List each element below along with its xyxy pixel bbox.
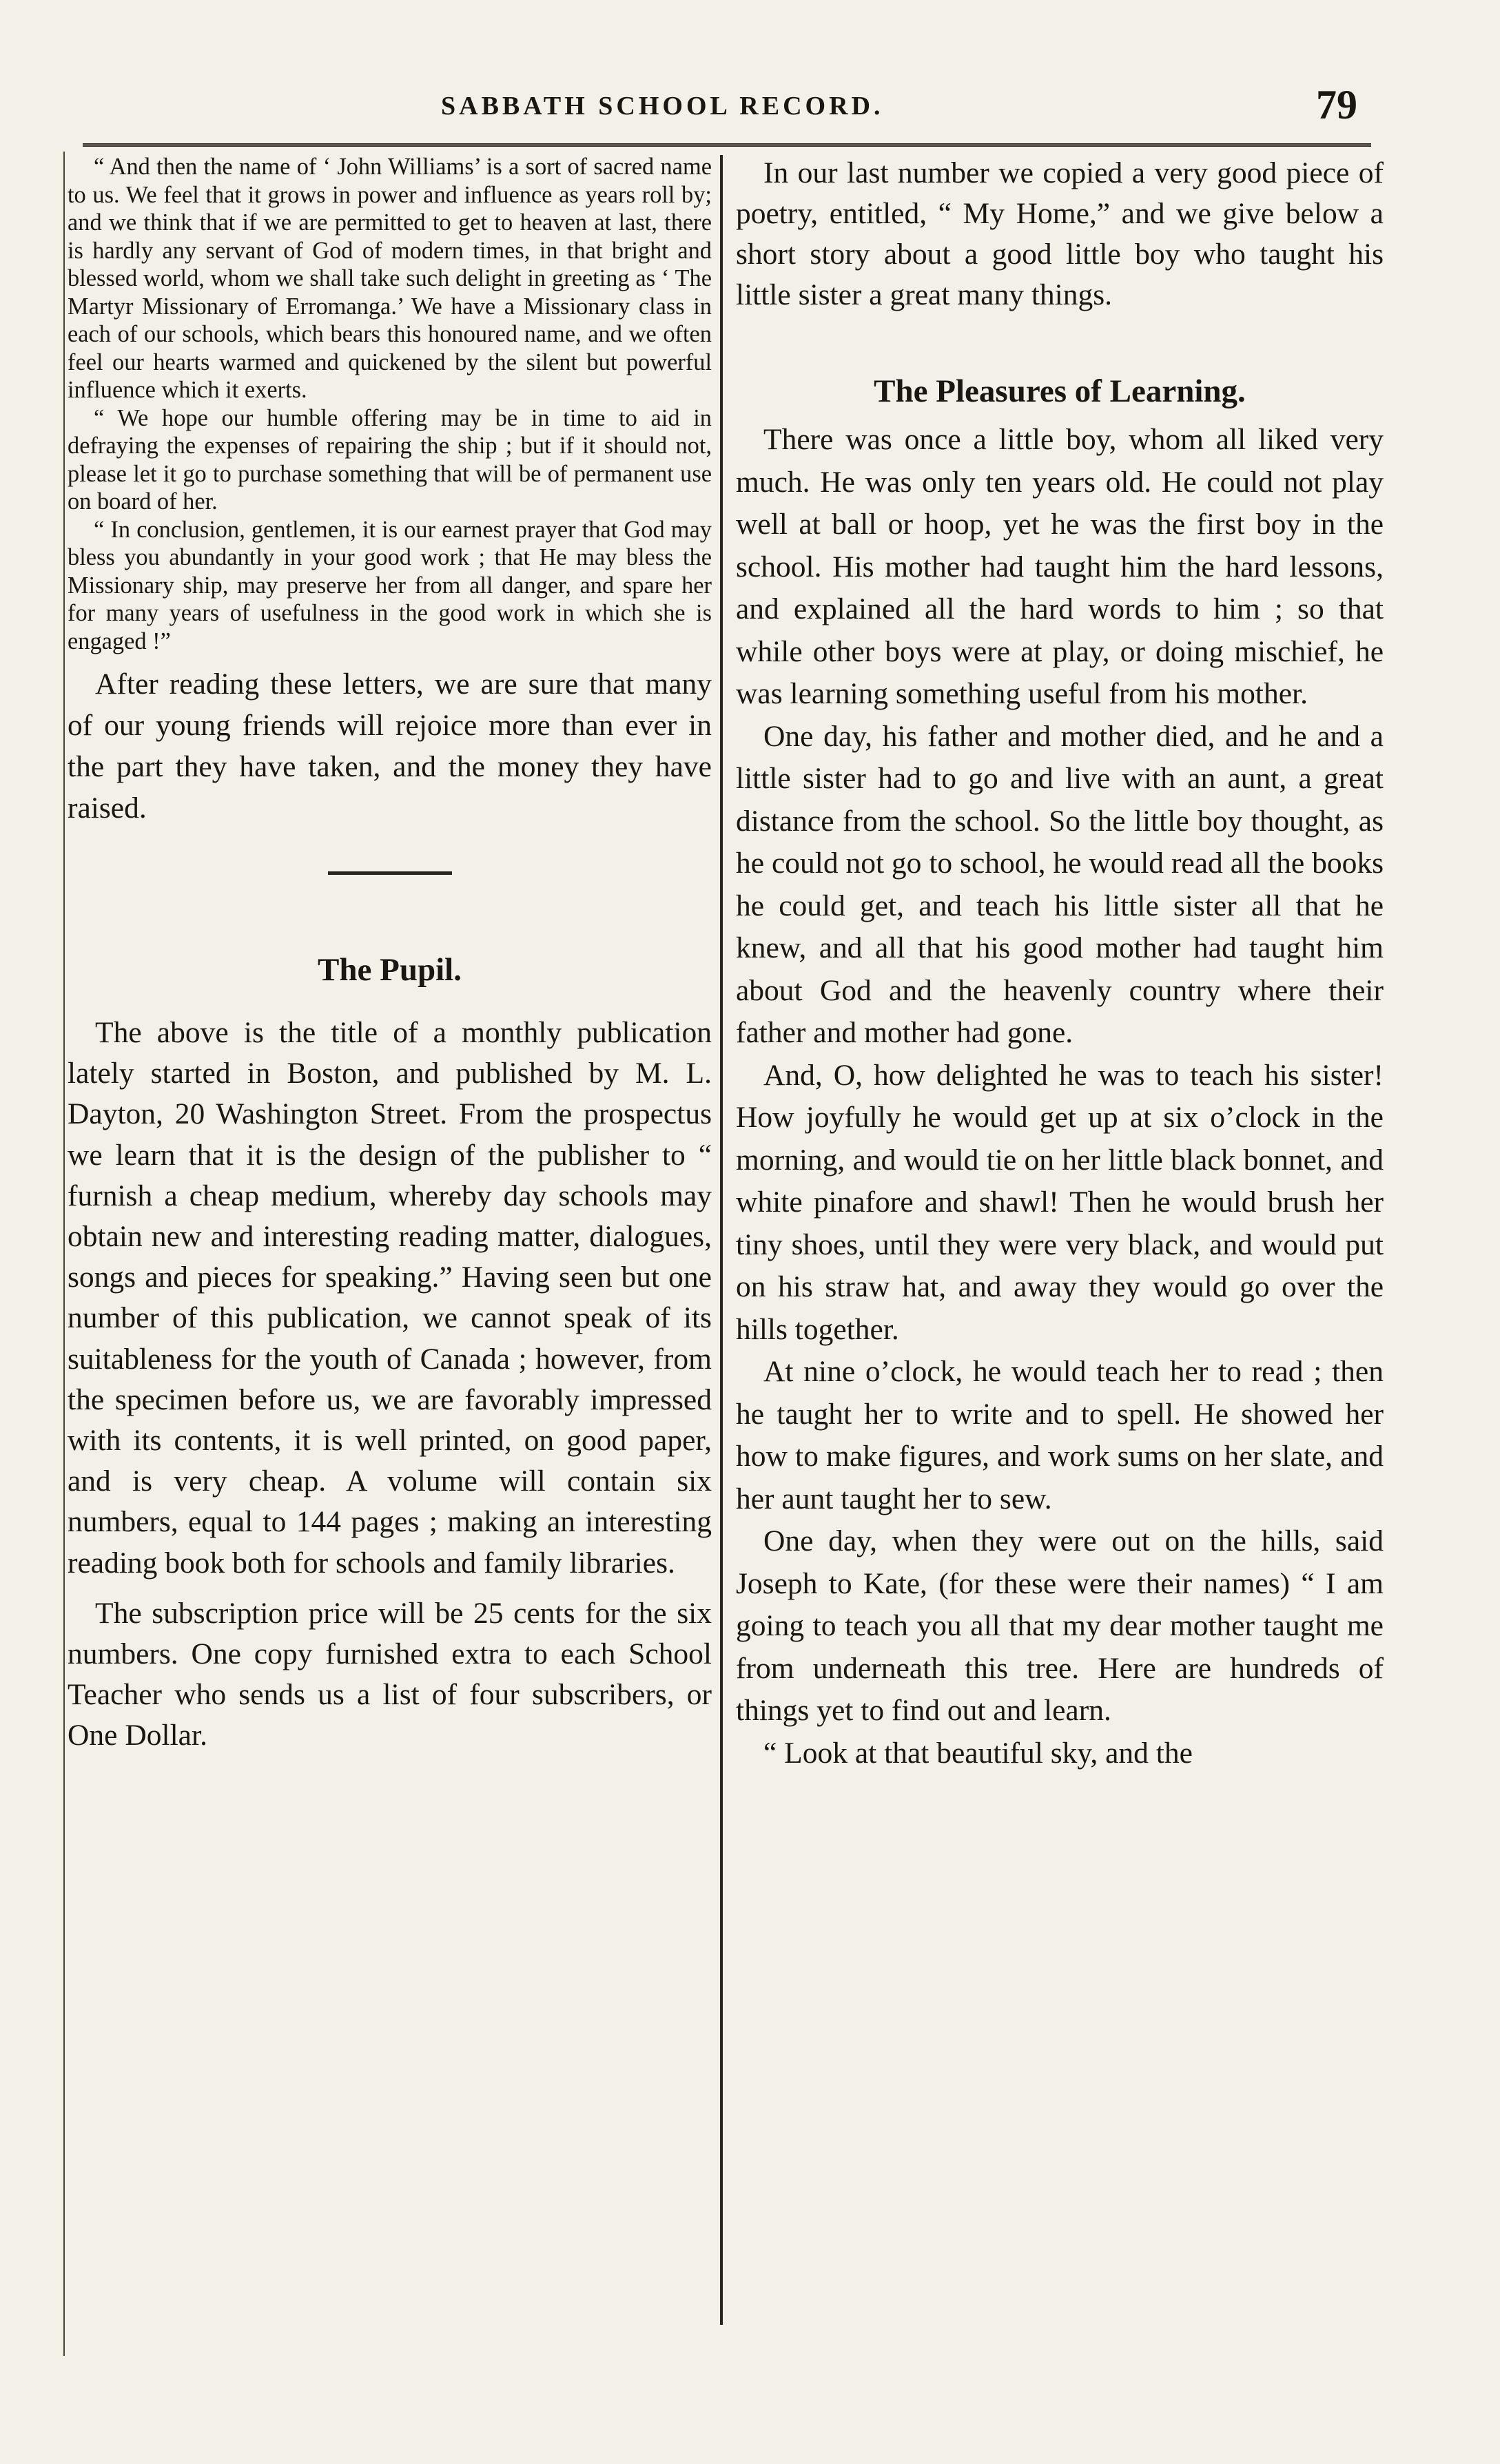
article-title-pupil: The Pupil. [318, 952, 462, 988]
story-paragraph: And, O, how delighted he was to teach his sister! How joyfully he would get up at six o’clock in the morning, and would tie on her little black bonnet, and white pinafore and shawl! Then he would brush her tiny shoes, until they were very black, and would put on his straw hat, and away they would go over the hills together. [736, 1058, 1384, 1346]
letter-excerpt [68, 153, 712, 655]
header-rule [83, 143, 1371, 147]
left-column [68, 153, 712, 1757]
letter-paragraph: “ And then the name of ‘ John Williams’ is a sort of sacred name to us. We feel that it grows in power and influence as years roll by; and we think that if we are permitted to get to heaven at last, there is hardly any servant of God of modern times, in that bright and blessed world, whom we shall take such delight in greeting as ‘ The Martyr Missionary of Erromanga.’ We have a Missionary class in each of our schools, which bears this honoured name, and we often feel our hearts warmed and quickened by the silent but powerful influence which it exerts. [68, 154, 712, 403]
running-head: SABBATH SCHOOL RECORD. [441, 92, 884, 121]
story-paragraph: “ Look at that beautiful sky, and the [763, 1736, 1193, 1770]
letter-paragraph: “ We hope our humble offering may be in time to aid in defraying the expenses of repairing the ship ; but if it should not, please let it go to purchase something that will be of permanent use on board of her. [68, 404, 712, 515]
story-paragraph: At nine o’clock, he would teach her to read ; then he taught her to write and to spell. He showed her how to make figures, and work sums on her slate, and her aunt taught her to sew. [736, 1355, 1384, 1515]
story-paragraph: There was once a little boy, whom all liked very much. He was only ten years old. He could not play well at ball or hoop, yet he was the first boy in the school. His mother had taught him the hard lessons, and explained all the hard words to him ; so that while other boys were at play, or doing mischief, he was learning something useful from his mother. [736, 423, 1384, 710]
pupil-article [68, 1013, 712, 1757]
section-divider [328, 871, 452, 875]
story-body [736, 419, 1384, 1774]
article-title-pleasures: The Pleasures of Learning. [874, 373, 1246, 409]
article-paragraph: The subscription price will be 25 cents for the six numbers. One copy furnished extra to each School Teacher who sends us a list of four subscribers, or One Dollar. [68, 1596, 712, 1752]
page-header [441, 81, 1364, 136]
article-paragraph: The above is the title of a monthly publication lately started in Boston, and published by M. L. Dayton, 20 Washington Street. From the prospectus we learn that it is the design of the publisher to “ furnish a cheap medium, whereby day schools may obtain new and interesting reading matter, dialogues, songs and pieces for speaking.” Having seen but one number of this publication, we cannot speak of its suitableness for the youth of Canada ; however, from the specimen before us, we are favorably impressed with its contents, it is well printed, on good paper, and is very cheap. A volume will contain six numbers, equal to 144 pages ; making an interesting reading book both for schools and family libraries. [68, 1016, 712, 1580]
right-column [736, 153, 1384, 1774]
left-margin-rule [63, 152, 65, 2356]
closing-paragraph: After reading these letters, we are sure that many of our young friends will rejoice more than ever in the part they have taken, and the money they have raised. [68, 667, 712, 825]
letter-paragraph: “ In conclusion, gentlemen, it is our earnest prayer that God may bless you abundantly in your good work ; that He may bless the Missionary ship, may preserve her from all danger, and spare her for many years of usefulness in the good work in which she is engaged !” [68, 516, 712, 654]
intro-paragraph: In our last number we copied a very good piece of poetry, entitled, “ My Home,” and we give below a short story about a good little boy who taught his little sister a great many things. [736, 156, 1384, 311]
story-paragraph: One day, his father and mother died, and he and a little sister had to go and live with an aunt, a great distance from the school. So the little boy thought, as he could not go to school, he would read all the books he could get, and teach his little sister all that he knew, and all that his good mother had taught him about God and the heavenly country where their father and mother had gone. [736, 719, 1384, 1049]
page-number: 79 [1316, 82, 1357, 127]
column-divider [720, 155, 723, 2325]
story-paragraph: One day, when they were out on the hills, said Joseph to Kate, (for these were their names) “ I am going to teach you all that my dear mother taught me from underneath this tree. Here are hundreds of things yet to find out and learn. [736, 1524, 1384, 1727]
